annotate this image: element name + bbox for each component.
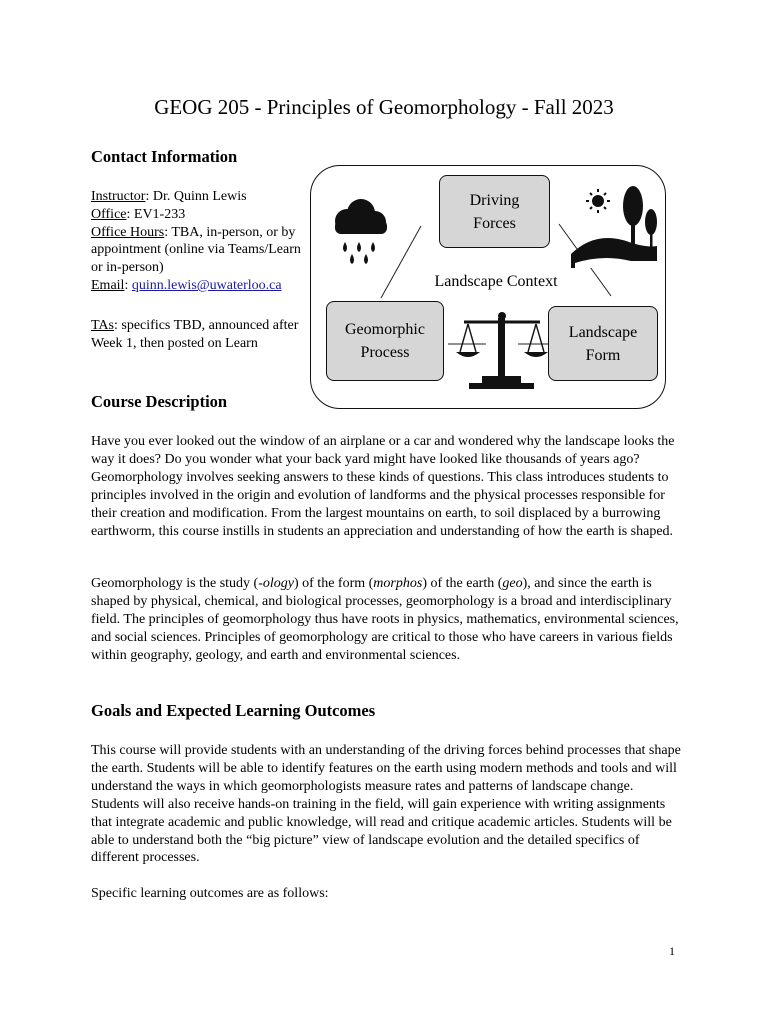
sun-icon xyxy=(586,189,610,213)
email-separator: : xyxy=(124,277,132,293)
driving-forces-box: Driving Forces xyxy=(439,175,550,248)
office-hours-value: : TBA, in-person, or by appointment (online via Teams/Learn or in-person) xyxy=(91,224,301,276)
office-value: : EV1-233 xyxy=(126,206,186,222)
geomorphic-process-box: Geomorphic Process xyxy=(326,301,444,381)
email-link[interactable]: quinn.lewis@uwaterloo.ca xyxy=(131,277,282,293)
instructor-value: : Dr. Quinn Lewis xyxy=(145,189,247,204)
email-line xyxy=(91,277,306,295)
instructor-label: Instructor xyxy=(91,189,146,204)
contact-details xyxy=(91,188,306,295)
contact-information-heading: Contact Information xyxy=(91,147,238,166)
goals-heading: Goals and Expected Learning Outcomes xyxy=(91,701,376,720)
landscape-context-diagram xyxy=(310,165,666,409)
landscape-context-label: Landscape Context xyxy=(434,273,558,290)
rain-cloud-icon xyxy=(335,199,387,264)
tas-label: TAs xyxy=(91,318,114,333)
course-description-heading: Course Description xyxy=(91,392,228,411)
balance-scale-icon xyxy=(456,312,548,389)
landscape-form-box: Landscape Form xyxy=(548,306,658,381)
office-line xyxy=(91,206,306,224)
office-hours-label: Office Hours xyxy=(91,224,165,240)
instructor-line xyxy=(91,188,306,206)
tree-hill-icon xyxy=(571,186,657,268)
email-label: Email xyxy=(91,277,125,293)
course-description-paragraph-1: Have you ever looked out the window of an airplane or a car and wondered why the landscape looks the way it does? Do you wonder what your back yard might have looked like thousands of years ago? Geomorphology involves seeking answers to these kinds of questions. This class introduces students to principles involved in the origin and evolution of landforms and the physical processes responsible for their creation and modification. From the largest mountains on earth, to soil displaced by a burrowing earthworm, this course instills in students an appreciation and understanding of how the earth is shaped. xyxy=(91,434,675,539)
document-title: GEOG 205 - Principles of Geomorphology - Fall 2023 xyxy=(154,95,614,119)
morphos-term: morphos xyxy=(373,576,423,591)
tas-value: : specifics TBD, announced after Week 1, then posted on Learn xyxy=(91,318,299,351)
goals-paragraph: This course will provide students with an understanding of the driving forces behind processes that shape the earth. Students will be able to identify features on the earth using modern methods and tools and will understand the ways in which geomorphologists measure rates and patterns of landscape change. Students will also receive hands-on training in the field, will gain experience with writing assignments that integrate academic and public knowledge, will read and critique academic articles. Students will be able to understand both the “big picture” view of landscape evolution and the detailed specifics of different processes. xyxy=(91,743,681,866)
geo-term: geo xyxy=(502,576,523,591)
learning-outcomes-intro: Specific learning outcomes are as follows: xyxy=(91,886,329,901)
office-label: Office xyxy=(91,206,127,222)
tas-info xyxy=(91,317,306,353)
office-hours-line xyxy=(91,224,306,277)
page-number: 1 xyxy=(669,944,675,958)
ology-term: -ology xyxy=(258,576,294,591)
course-description-paragraph-2: Geomorphology is the study (-ology) of the form (morphos) of the earth (geo), and since the earth is shaped by physical, chemical, and biological processes, geomorphology is a broad and interdisciplinary field. The principles of geomorphology thus have roots in physics, mathematics, environmental sciences, and social sciences. Principles of geomorphology are critical to those who have careers in various fields within geography, geology, and earth and environmental sciences. xyxy=(91,576,679,663)
